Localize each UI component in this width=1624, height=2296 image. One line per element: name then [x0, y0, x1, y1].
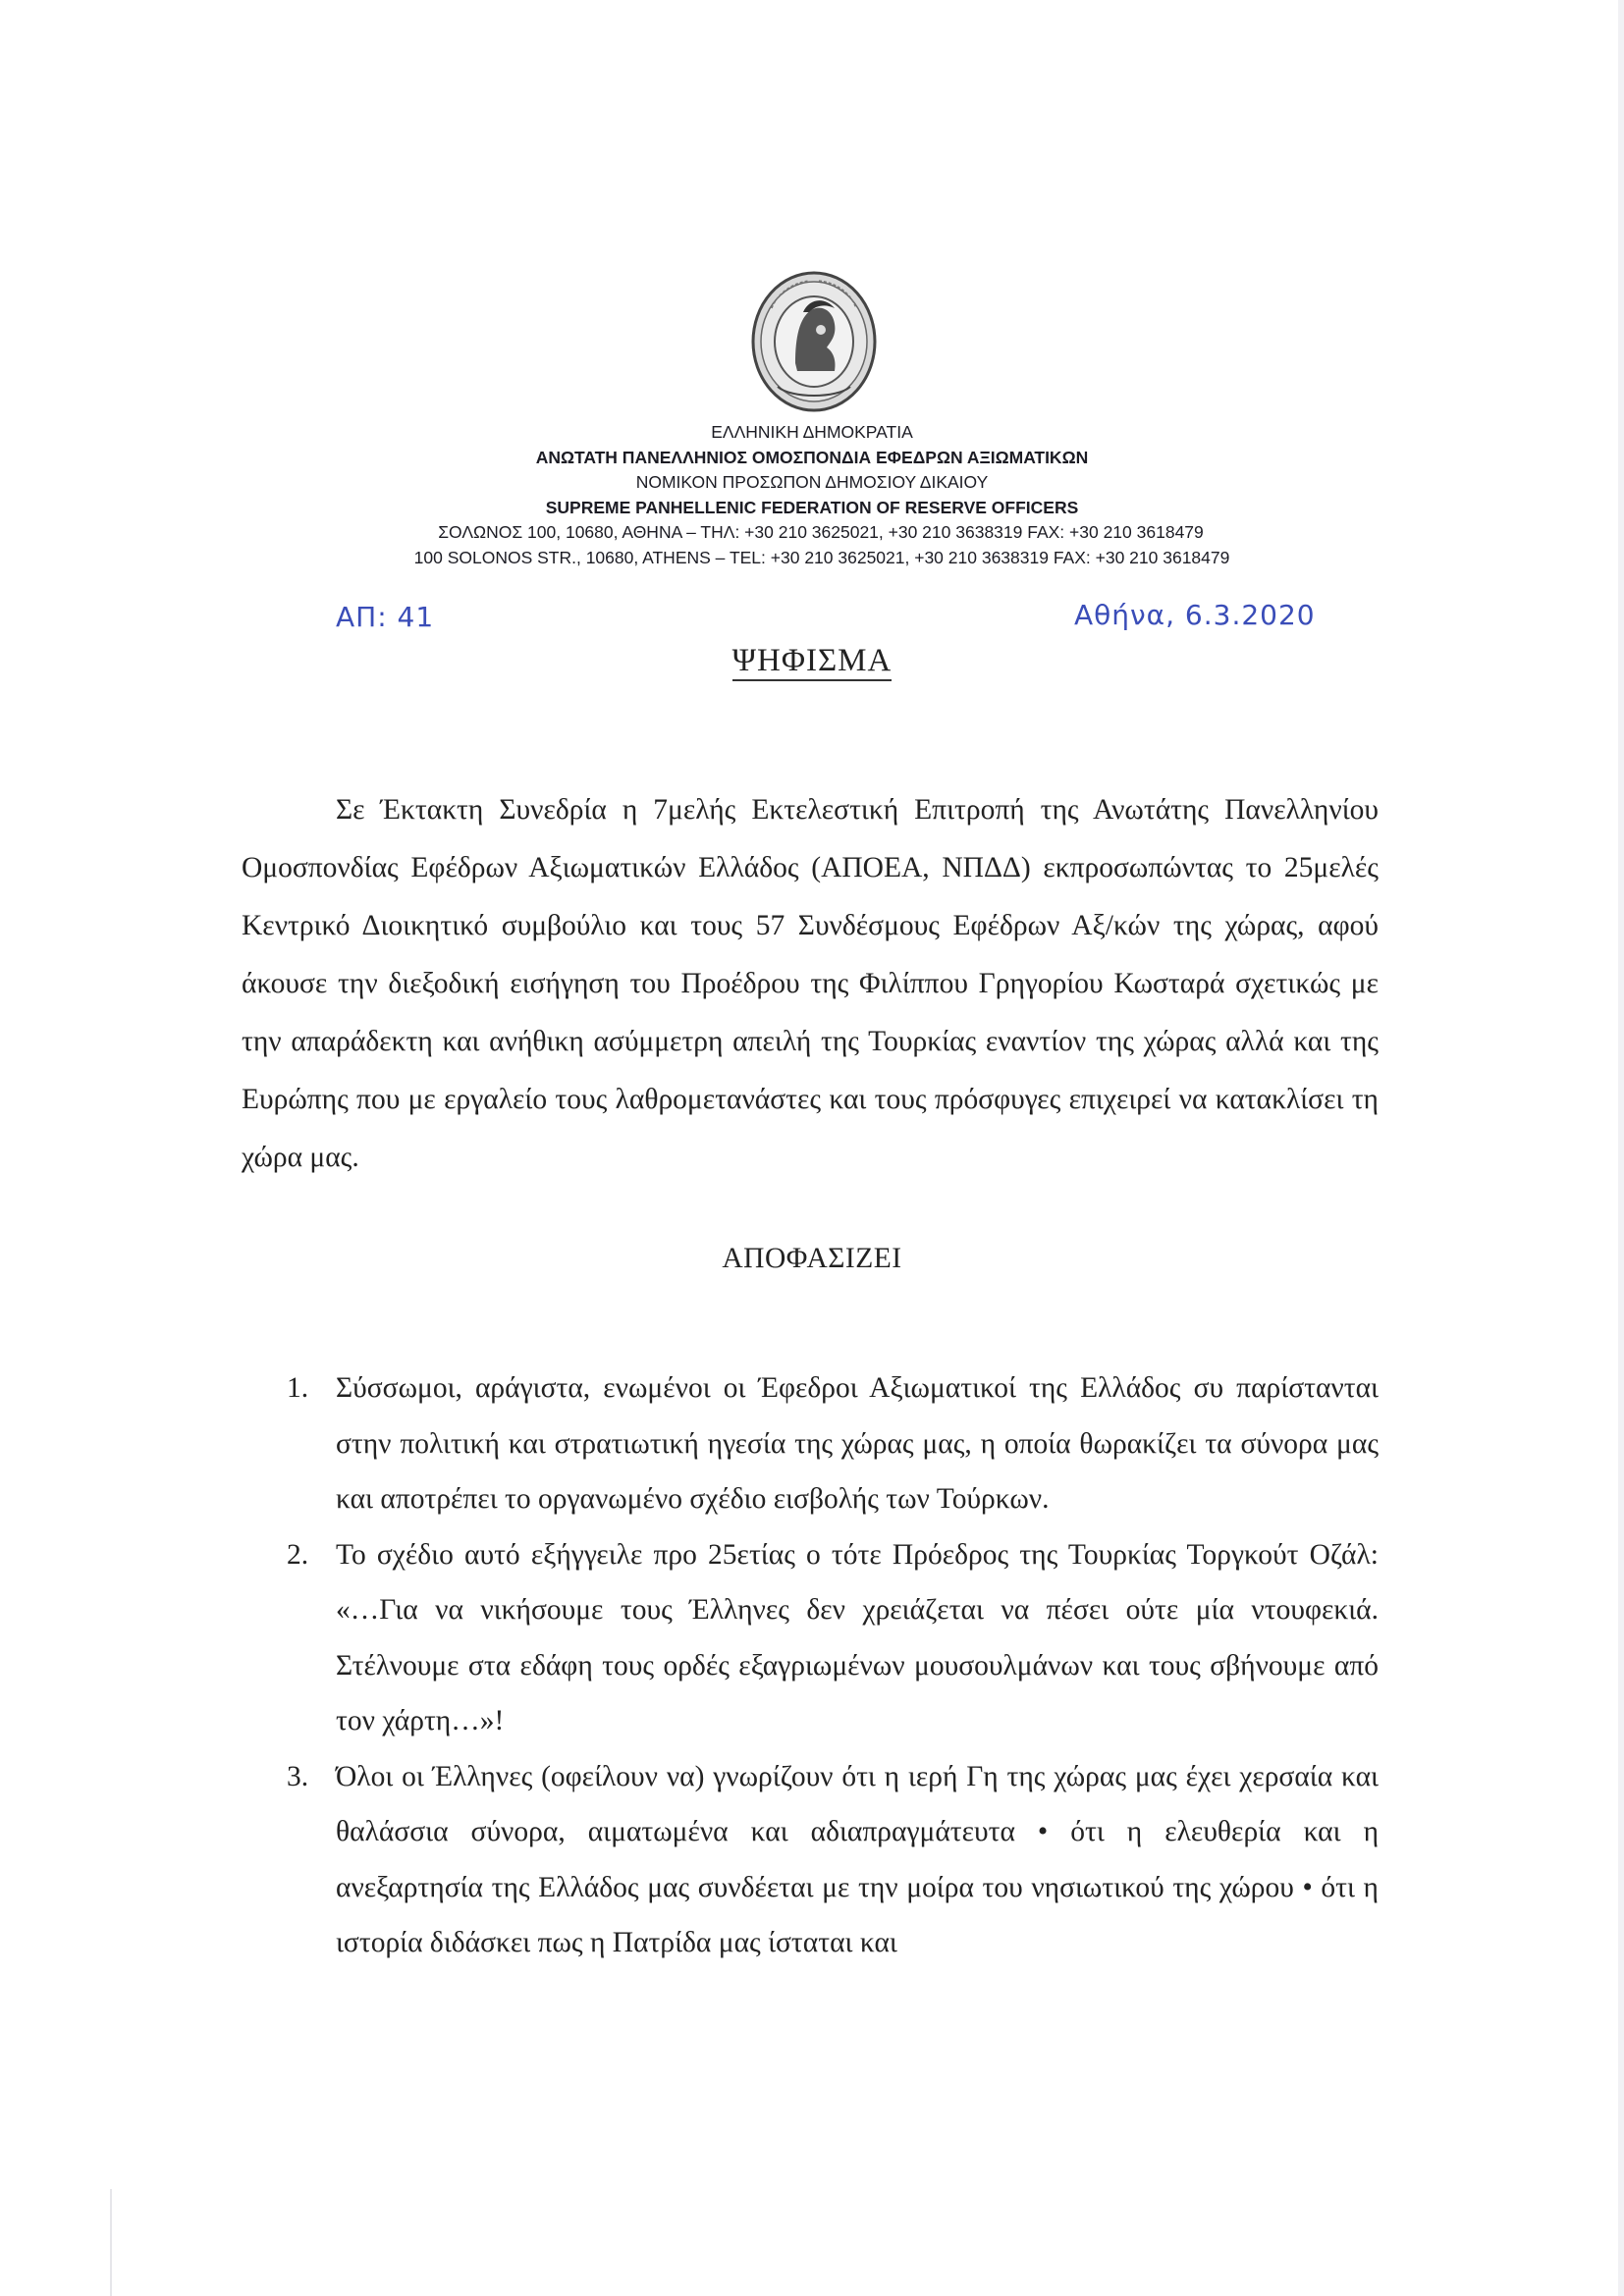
document-title	[0, 643, 1624, 679]
list-item-number: 2.	[287, 1538, 309, 1571]
handwritten-date: Αθήνα, 6.3.2020	[1074, 599, 1316, 631]
letterhead-federation-name-greek: ΑΝΩΤΑΤΗ ΠΑΝΕΛΛΗΝΙΟΣ ΟΜΟΣΠΟΝΔΙΑ ΕΦΕΔΡΩΝ ΑΞΙΩΜΑΤΙΚΩΝ	[535, 447, 1089, 467]
list-item	[275, 1749, 1379, 1971]
letterhead-address-english: 100 SOLONOS STR., 10680, ATHENS – TEL: +30 210 3625021, +30 210 3638319 FAX: +30 210 3618479	[413, 547, 1230, 567]
letterhead-address-greek: ΣΟΛΩΝΟΣ 100, 10680, ΑΘΗΝΑ – ΤΗΛ: +30 210 3625021, +30 210 3638319 FAX: +30 210 3618479	[438, 522, 1204, 542]
list-item-text: Όλοι οι Έλληνες (οφείλουν να) γνωρίζουν ότι η ιερή Γη της χώρας μας έχει χερσαία και θαλάσσια σύνορα, αιματωμένα και αδιαπραγμάτευτα • ότι η ελευθερία και η ανεξαρτησία της Ελλάδος μας συνδέεται με την μοίρα του νησιωτικού της χώρου • ότι η ιστορία διδάσκει πως η Πατρίδα μας ίσταται και	[336, 1760, 1379, 1958]
letterhead-legal-status: ΝΟΜΙΚΟΝ ΠΡΟΣΩΠΟΝ ΔΗΜΟΣΙΟΥ ΔΙΚΑΙΟΥ	[635, 472, 989, 492]
scan-edge-line	[110, 2189, 112, 2296]
letterhead	[0, 420, 1624, 570]
handwritten-reference-number: ΑΠ: 41	[336, 601, 435, 633]
resolution-list	[275, 1361, 1379, 1971]
scan-right-edge	[1618, 0, 1624, 2296]
document-title-text: ΨΗΦΙΣΜΑ	[732, 643, 893, 681]
list-item-text: Το σχέδιο αυτό εξήγγειλε προ 25ετίας ο τότε Πρόεδρος της Τουρκίας Τοργκούτ Οζάλ: «…Για να νικήσουμε τους Έλληνες δεν χρειάζεται να πέσει ούτε μία ντουφεκιά. Στέλνουμε στα εδάφη τους ορδές εξαγριωμένων μουσουλμάνων και τους σβήνουμε από τον χάρτη…»!	[336, 1538, 1379, 1736]
federation-emblem	[748, 269, 881, 414]
list-item-number: 3.	[287, 1760, 309, 1792]
intro-paragraph: Σε Έκτακτη Συνεδρία η 7μελής Εκτελεστική Επιτροπή της Ανωτάτης Πανελληνίου Ομοσπονδίας Εφέδρων Αξιωματικών Ελλάδος (ΑΠΟΕΑ, ΝΠΔΔ) εκπροσωπώντας το 25μελές Κεντρικό Διοικητικό συμβούλιο και τους 57 Συνδέσμους Εφέδρων Αξ/κών της χώρας, αφού άκουσε την διεξοδική εισήγηση του Προέδρου της Φιλίππου Γρηγορίου Κωσταρά σχετικώς με την απαράδεκτη και ανήθικη ασύμμετρη απειλή της Τουρκίας εναντίον της χώρας αλλά και της Ευρώπης που με εργαλείο τους λαθρομετανάστες και τους πρόσφυγες επιχειρεί να κατακλίσει τη χώρα μας.	[242, 794, 1379, 1173]
list-item	[275, 1527, 1379, 1749]
list-item	[275, 1361, 1379, 1527]
letterhead-federation-name-english: SUPREME PANHELLENIC FEDERATION OF RESERVE OFFICERS	[545, 497, 1079, 517]
list-item-number: 1.	[287, 1372, 309, 1404]
letterhead-country: ΕΛΛΗΝΙΚΗ ΔΗΜΟΚΡΑΤΙΑ	[711, 422, 913, 442]
list-item-text: Σύσσωμοι, αράγιστα, ενωμένοι οι Έφεδροι Αξιωματικοί της Ελλάδος συ παρίστανται στην πολιτική και στρατιωτική ηγεσία της χώρας μας, η οποία θωρακίζει τα σύνορα μας και αποτρέπει το οργανωμένο σχέδιο εισβολής των Τούρκων.	[336, 1372, 1379, 1515]
section-heading: ΑΠΟΦΑΣΙΖΕΙ	[722, 1243, 902, 1274]
